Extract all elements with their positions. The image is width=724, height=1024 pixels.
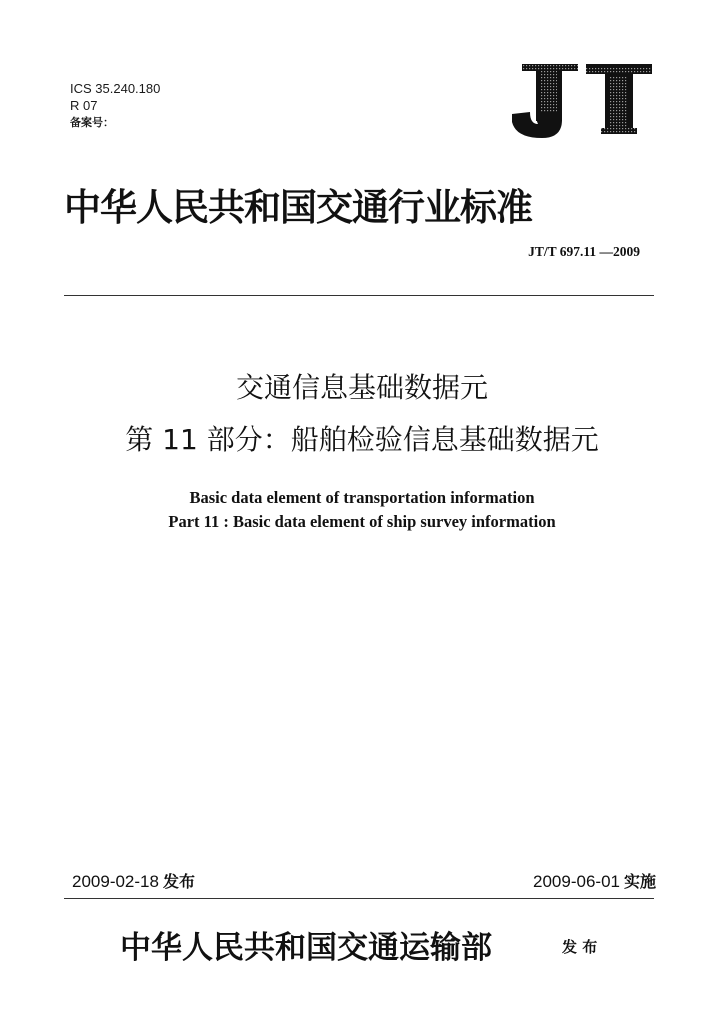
issue-date-block (72, 869, 195, 892)
jt-logo (508, 62, 654, 142)
document-metadata (70, 80, 160, 131)
ccs-code: R 07 (70, 98, 98, 113)
issue-label: 发布 (162, 872, 195, 891)
bottom-divider (64, 898, 654, 899)
issue-date: 2009-02-18 (72, 872, 159, 891)
filing-number-label: 备案号： (70, 116, 114, 129)
standard-category-title: 中华人民共和国交通行业标准 (64, 185, 532, 229)
chinese-title-line-2: 第 11 部分：船舶检验信息基础数据元 (125, 423, 599, 456)
publisher-name: 中华人民共和国交通运输部 (120, 930, 492, 966)
jt-logo-graphic (508, 62, 654, 142)
standard-number: JT/T 697.11 —2009 (528, 244, 640, 259)
ics-code: ICS 35.240.180 (70, 81, 161, 96)
chinese-title-line-1: 交通信息基础数据元 (235, 371, 488, 404)
implementation-date-block (533, 869, 656, 892)
english-title-line-1: Basic data element of transportation information (189, 488, 535, 507)
english-title-line-2: Part 11 : Basic data element of ship survey information (168, 512, 556, 531)
implementation-label: 实施 (623, 872, 656, 891)
implementation-date: 2009-06-01 (533, 872, 620, 891)
top-divider (64, 295, 654, 296)
publish-label: 发 布 (562, 938, 598, 956)
